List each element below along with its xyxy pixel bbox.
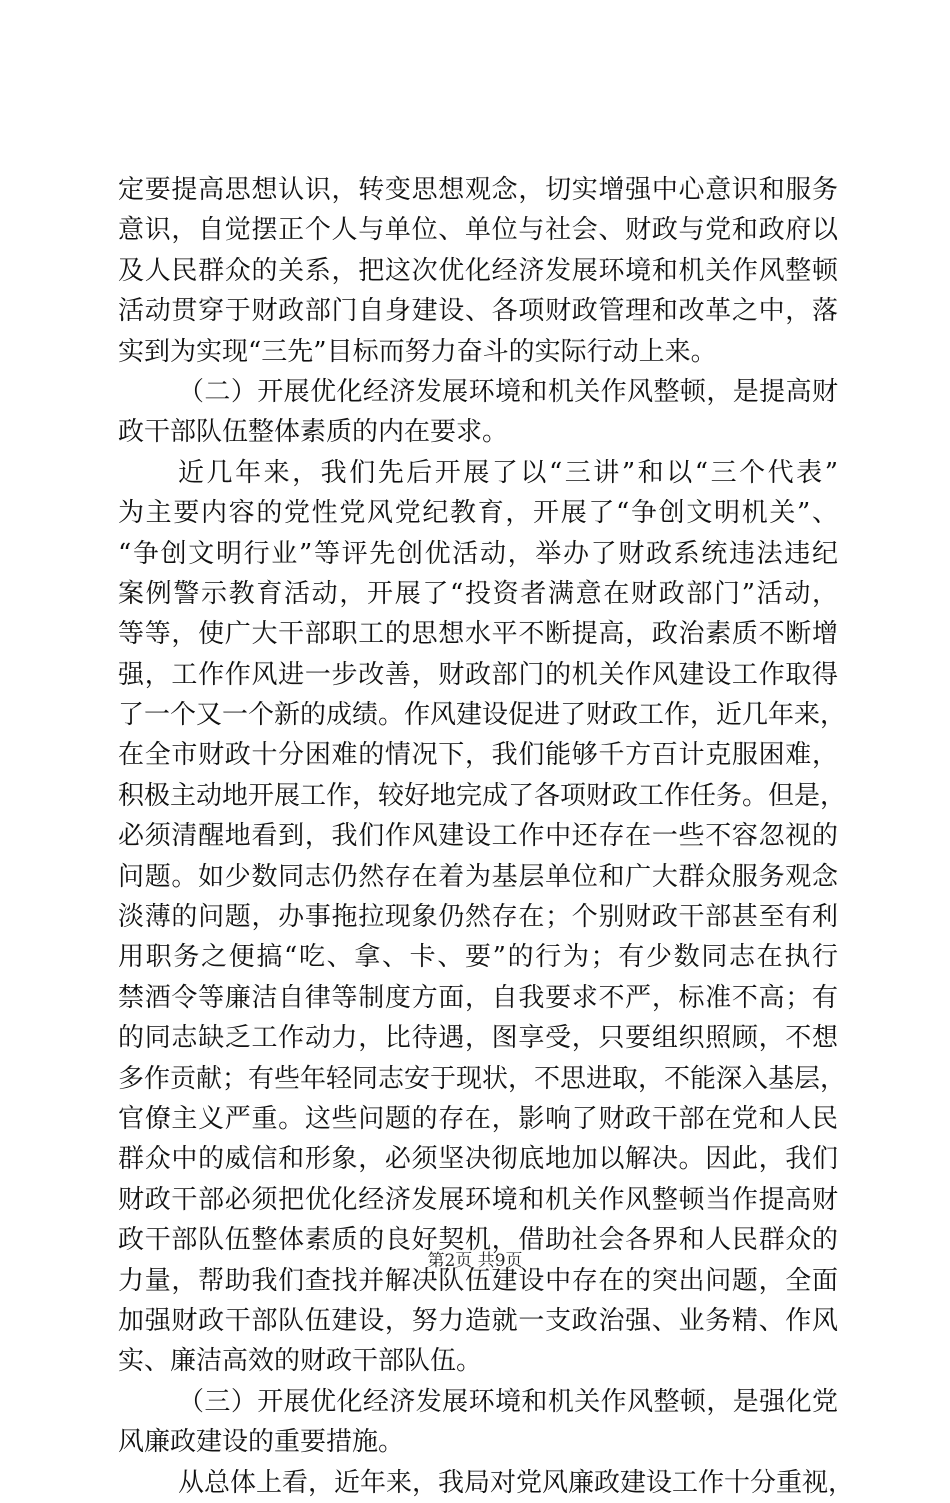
- text-line: 力量，帮助我们查找并解决队伍建设中存在的突出问题，全面: [118, 1265, 838, 1296]
- text-line: 积极主动地开展工作，较好地完成了各项财政工作任务。但是，: [118, 780, 847, 811]
- text-line: （二）开展优化经济发展环境和机关作风整顿，是提高财: [178, 376, 838, 407]
- text-line: 财政干部必须把优化经济发展环境和机关作风整顿当作提高财: [118, 1184, 838, 1215]
- text-line: 多作贡献；有些年轻同志安于现状，不思进取，不能深入基层，: [118, 1063, 847, 1094]
- text-line: 必须清醒地看到，我们作风建设工作中还存在一些不容忽视的: [118, 821, 838, 852]
- text-line: 问题。如少数同志仍然存在着为基层单位和广大群众服务观念: [118, 861, 838, 892]
- text-line: 等等，使广大干部职工的思想水平不断提高，政治素质不断增: [118, 619, 838, 650]
- page-footer: 第2页 共9页: [427, 1251, 523, 1271]
- document-body: [118, 170, 855, 1503]
- text-line: 风廉政建设的重要措施。: [118, 1427, 405, 1458]
- text-line: 政干部队伍整体素质的内在要求。: [118, 417, 509, 448]
- text-line: 活动贯穿于财政部门自身建设、各项财政管理和改革之中，落: [118, 296, 838, 327]
- text-line: 近几年来，我们先后开展了以“三讲”和以“三个代表”: [178, 457, 838, 488]
- text-line: 政干部队伍整体素质的良好契机，借助社会各界和人民群众的: [118, 1225, 838, 1256]
- text-line: 的同志缺乏工作动力，比待遇，图享受，只要组织照顾，不想: [118, 1023, 838, 1054]
- text-line: 意识，自觉摆正个人与单位、单位与社会、财政与党和政府以: [118, 215, 838, 246]
- text-line: 在全市财政十分困难的情况下，我们能够千方百计克服困难，: [118, 740, 838, 771]
- text-line: 案例警示教育活动，开展了“投资者满意在财政部门”活动，: [118, 578, 838, 609]
- text-line: 实、廉洁高效的财政干部队伍。: [118, 1346, 483, 1377]
- text-line: 实到为实现“三先”目标而努力奋斗的实际行动上来。: [118, 336, 717, 367]
- text-line: “争创文明行业”等评先创优活动，举办了财政系统违法违纪: [118, 538, 838, 569]
- text-line: 用职务之便搞“吃、拿、卡、要”的行为；有少数同志在执行: [118, 942, 838, 973]
- text-line: 淡薄的问题，办事拖拉现象仍然存在；个别财政干部甚至有利: [118, 902, 838, 933]
- text-line: 从总体上看，近年来，我局对党风廉政建设工作十分重视，: [178, 1467, 855, 1498]
- text-line: 加强财政干部队伍建设，努力造就一支政治强、业务精、作风: [118, 1305, 838, 1336]
- text-line: 禁酒令等廉洁自律等制度方面，自我要求不严，标准不高；有: [118, 982, 838, 1013]
- text-line: 强，工作作风进一步改善，财政部门的机关作风建设工作取得: [118, 659, 838, 690]
- text-line: 官僚主义严重。这些问题的存在，影响了财政干部在党和人民: [118, 1103, 838, 1134]
- text-line: （三）开展优化经济发展环境和机关作风整顿，是强化党: [178, 1386, 838, 1417]
- text-line: 群众中的威信和形象，必须坚决彻底地加以解决。因此，我们: [118, 1144, 838, 1175]
- text-line: 了一个又一个新的成绩。作风建设促进了财政工作，近几年来，: [118, 700, 847, 731]
- text-line: 及人民群众的关系，把这次优化经济发展环境和机关作风整顿: [118, 255, 838, 286]
- text-line: 为主要内容的党性党风党纪教育，开展了“争创文明机关”、: [118, 498, 838, 529]
- text-line: 定要提高思想认识，转变思想观念，切实增强中心意识和服务: [118, 175, 838, 205]
